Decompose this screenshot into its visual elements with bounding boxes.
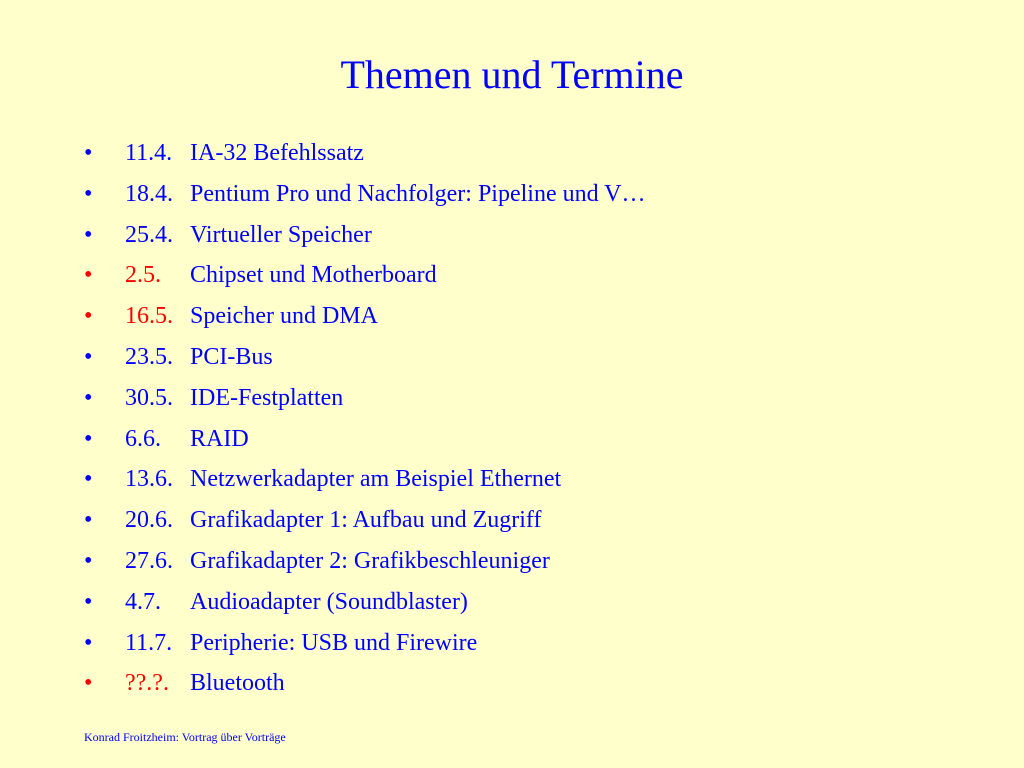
agenda-item xyxy=(84,296,646,337)
bullet-icon: • xyxy=(84,221,93,248)
agenda-item xyxy=(84,337,646,378)
agenda-topic: Pentium Pro und Nachfolger: Pipeline und V… xyxy=(190,180,646,207)
agenda-date: 23.5. xyxy=(125,343,173,370)
agenda-date: 27.6. xyxy=(125,547,173,574)
agenda-topic: RAID xyxy=(190,425,249,452)
agenda-topic: Chipset und Motherboard xyxy=(190,262,437,289)
agenda-date: 20.6. xyxy=(125,507,173,534)
agenda-date: ??.?. xyxy=(125,670,169,697)
agenda-item xyxy=(84,459,646,500)
bullet-icon: • xyxy=(84,466,93,493)
agenda-topic: IDE-Festplatten xyxy=(190,384,344,411)
agenda-date: 16.5. xyxy=(125,303,173,330)
agenda-item xyxy=(84,663,646,704)
agenda-topic: Grafikadapter 1: Aufbau und Zugriff xyxy=(190,507,542,534)
slide-title: Themen und Termine xyxy=(340,52,684,97)
agenda-item xyxy=(84,174,646,215)
bullet-icon: • xyxy=(84,140,93,166)
bullet-icon: • xyxy=(84,343,93,370)
agenda-topic: IA-32 Befehlssatz xyxy=(190,140,364,166)
bullet-icon: • xyxy=(84,670,93,697)
agenda-item xyxy=(84,582,646,623)
agenda-topic: PCI-Bus xyxy=(190,343,273,370)
agenda-topic: Bluetooth xyxy=(190,670,285,697)
bullet-icon: • xyxy=(84,547,93,574)
slide-footer: Konrad Froitzheim: Vortrag über Vorträge xyxy=(84,730,286,744)
agenda-item xyxy=(84,623,646,664)
agenda-date: 25.4. xyxy=(125,221,173,248)
agenda-topic: Virtueller Speicher xyxy=(190,221,372,248)
agenda-item xyxy=(84,500,646,541)
bullet-icon: • xyxy=(84,303,93,330)
agenda-date: 4.7. xyxy=(125,588,161,615)
agenda-item xyxy=(84,378,646,419)
agenda-date: 2.5. xyxy=(125,262,161,289)
agenda-item xyxy=(84,255,646,296)
bullet-icon: • xyxy=(84,588,93,615)
agenda-item xyxy=(84,419,646,460)
bullet-icon: • xyxy=(84,507,93,534)
agenda-list xyxy=(84,133,646,704)
agenda-date: 11.7. xyxy=(125,629,173,656)
agenda-topic: Speicher und DMA xyxy=(190,303,378,330)
agenda-topic: Netzwerkadapter am Beispiel Ethernet xyxy=(190,466,562,493)
bullet-icon: • xyxy=(84,262,93,289)
agenda-topic: Grafikadapter 2: Grafikbeschleuniger xyxy=(190,547,550,574)
bullet-icon: • xyxy=(84,629,93,656)
agenda-topic: Audioadapter (Soundblaster) xyxy=(190,588,468,615)
agenda-date: 30.5. xyxy=(125,384,173,411)
agenda-date: 18.4. xyxy=(125,180,173,207)
agenda-date: 6.6. xyxy=(125,425,161,452)
agenda-item xyxy=(84,541,646,582)
agenda-item xyxy=(84,215,646,256)
agenda-topic: Peripherie: USB und Firewire xyxy=(190,629,478,656)
bullet-icon: • xyxy=(84,180,93,207)
bullet-icon: • xyxy=(84,425,93,452)
bullet-icon: • xyxy=(84,384,93,411)
agenda-date: 13.6. xyxy=(125,466,173,493)
agenda-date: 11.4. xyxy=(125,140,173,166)
agenda-item xyxy=(84,133,646,174)
